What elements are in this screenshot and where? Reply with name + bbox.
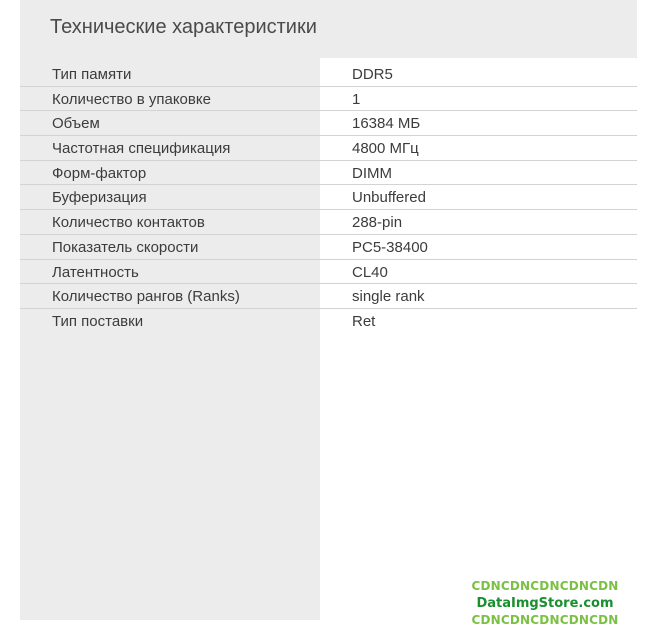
spec-label: Тип памяти	[52, 66, 132, 83]
spec-label: Тип поставки	[52, 312, 144, 330]
spec-row	[20, 185, 637, 210]
spec-card	[20, 0, 637, 620]
spec-row	[20, 309, 637, 334]
spec-value: 1	[352, 90, 361, 108]
spec-label: Показатель скорости	[52, 238, 199, 256]
spec-value: 16384 МБ	[352, 115, 421, 133]
spec-row	[20, 111, 637, 136]
spec-row	[20, 210, 637, 235]
spec-value: DDR5	[352, 66, 393, 83]
watermark-line-bottom: CDNCDNCDNCDNCDN	[471, 613, 619, 627]
spec-row	[20, 284, 637, 309]
spec-row	[20, 62, 637, 87]
spec-label: Форм-фактор	[52, 164, 147, 182]
spec-value: CL40	[352, 263, 388, 281]
spec-value: single rank	[352, 288, 425, 306]
spec-row	[20, 235, 637, 260]
spec-row	[20, 136, 637, 161]
spec-value: Unbuffered	[352, 189, 426, 207]
spec-label: Количество контактов	[52, 214, 205, 232]
spec-value: Ret	[352, 312, 376, 330]
watermark	[460, 578, 630, 629]
spec-header	[20, 0, 637, 58]
spec-table	[20, 62, 637, 334]
spec-value: 288-pin	[352, 214, 403, 232]
spec-label: Буферизация	[52, 189, 147, 207]
spec-row	[20, 161, 637, 186]
spec-row	[20, 87, 637, 112]
spec-row	[20, 260, 637, 285]
spec-label: Количество рангов (Ranks)	[52, 288, 240, 306]
spec-label: Частотная спецификация	[52, 140, 231, 158]
spec-label: Объем	[52, 115, 100, 133]
spec-label: Количество в упаковке	[52, 90, 211, 108]
watermark-site: DataImgStore.com	[476, 596, 614, 611]
spec-value: DIMM	[352, 164, 392, 182]
spec-value: PC5-38400	[352, 238, 428, 256]
watermark-line-top: CDNCDNCDNCDNCDN	[471, 579, 619, 593]
page-title: Технические характеристики	[50, 16, 317, 38]
spec-value: 4800 МГц	[352, 140, 419, 158]
spec-label: Латентность	[52, 263, 139, 281]
